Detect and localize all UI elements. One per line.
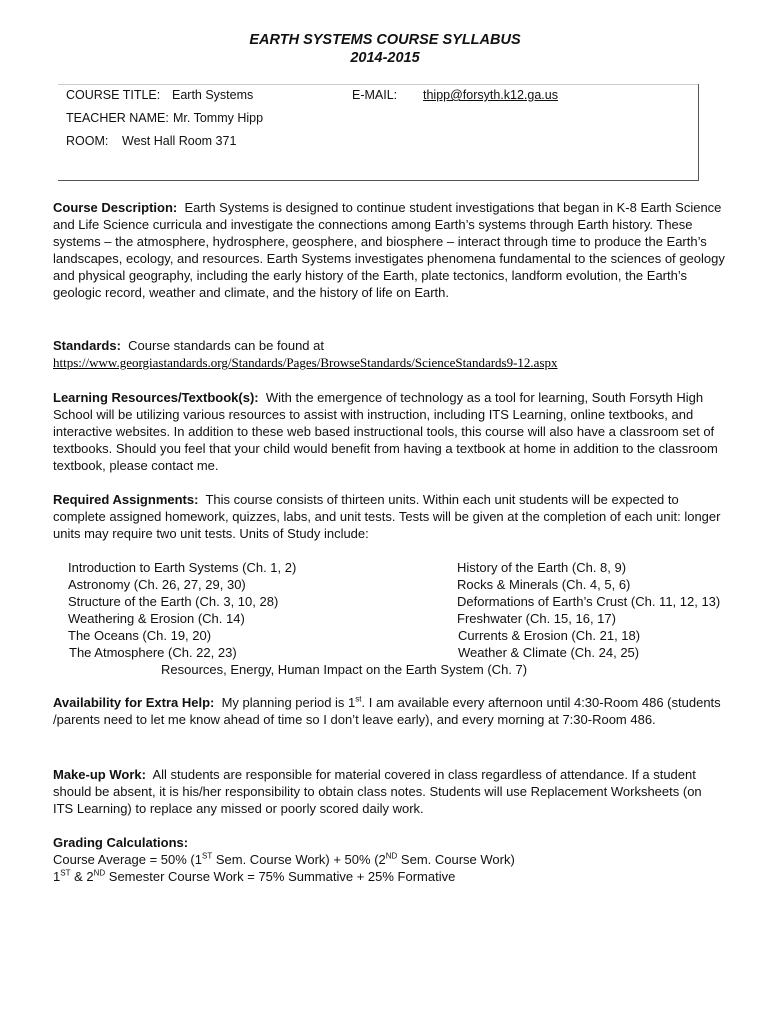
grading-text: Course Average = 50% (1: [53, 852, 202, 868]
resources-heading: Learning Resources/Textbook(s):: [53, 390, 259, 405]
makeup-heading: Make-up Work:: [53, 767, 146, 782]
unit-item: Introduction to Earth Systems (Ch. 1, 2): [68, 560, 297, 575]
grading-sup: ST: [202, 851, 213, 861]
course-description-heading: Course Description:: [53, 200, 178, 215]
unit-item: History of the Earth (Ch. 8, 9): [457, 560, 627, 575]
assignments-section: [53, 491, 725, 542]
room-label: ROOM:: [66, 134, 109, 148]
grading-text: 1: [53, 869, 61, 885]
grading-text: Sem. Course Work): [397, 852, 515, 868]
standards-heading: Standards:: [53, 338, 121, 353]
grading-text: & 2: [70, 869, 94, 885]
makeup-text: All students are responsible for material covered in class regardless of attendance. If a student should be absent, it is his/her responsibility to obtain class notes. Students will use Replacement Worksheets (on ITS Learning) to replace any missed or poorly scored daily work.: [53, 767, 702, 817]
grading-section: [53, 834, 725, 885]
unit-item: Freshwater (Ch. 15, 16, 17): [457, 611, 616, 626]
unit-item: Currents & Erosion (Ch. 21, 18): [458, 628, 641, 643]
unit-item: Structure of the Earth (Ch. 3, 10, 28): [68, 594, 279, 609]
course-title-value: Earth Systems: [172, 88, 254, 102]
course-description: [53, 199, 725, 302]
document-title: EARTH SYSTEMS COURSE SYLLABUS: [249, 32, 521, 48]
unit-item: Rocks & Minerals (Ch. 4, 5, 6): [457, 577, 631, 592]
assignments-heading: Required Assignments:: [53, 492, 199, 507]
extra-help-text-cont: . I am available every afternoon until 4:30-Room 486 (students /parents need to let me know ahead of time so I don’t leave early), and every morning at 7:30-Room 486.: [53, 695, 721, 728]
grading-sup: ND: [93, 868, 106, 878]
document-year: 2014-2015: [350, 50, 420, 66]
standards-link[interactable]: https://www.georgiastandards.org/Standards/Pages/BrowseStandards/ScienceStandards9-12.aspx: [53, 355, 558, 371]
course-title-label: COURSE TITLE:: [66, 88, 161, 102]
unit-item: Deformations of Earth’s Crust (Ch. 11, 12, 13): [457, 594, 721, 609]
grading-line1: [53, 852, 515, 867]
grading-heading: Grading Calculations:: [53, 835, 189, 850]
makeup-section: [53, 766, 725, 817]
email-label: E-MAIL:: [352, 88, 398, 102]
course-description-text: Earth Systems is designed to continue student investigations that began in K-8 Earth Science and Life Science curricula and investigate the connections among Earth’s systems through Earth history. These systems – the atmosphere, hydrosphere, geosphere, and biosphere – interact through time to produce the Earth’s landscapes, ecology, and resources. Earth Systems investigates phenomena fundamental to the sciences of geology and physical geography, including the early history of the Earth, plate tectonics, landform evolution, the Earth’s geologic record, weather and climate, and the history of life on Earth.: [53, 200, 725, 301]
standards-text: Course standards can be found at: [128, 338, 324, 353]
room-value: West Hall Room 371: [122, 134, 237, 148]
grading-line2: [53, 869, 455, 884]
unit-item: Weather & Climate (Ch. 24, 25): [458, 645, 640, 660]
grading-text: Sem. Course Work) + 50% (2: [212, 852, 386, 868]
extra-help-text: My planning period is 1: [221, 695, 356, 710]
info-box-top-rule: [58, 84, 698, 85]
extra-help-sup: st: [355, 694, 362, 704]
grading-sup: ST: [60, 868, 71, 878]
unit-item: Resources, Energy, Human Impact on the Earth System (Ch. 7): [161, 662, 528, 677]
standards-section: [53, 337, 725, 371]
grading-sup: ND: [385, 851, 398, 861]
resources-section: [53, 389, 725, 474]
teacher-label: TEACHER NAME:: [66, 111, 169, 125]
grading-text: Semester Course Work = 75% Summative + 25% Formative: [105, 869, 456, 885]
extra-help-section: [53, 694, 725, 728]
unit-item: Astronomy (Ch. 26, 27, 29, 30): [68, 577, 246, 592]
unit-item: The Atmosphere (Ch. 22, 23): [69, 645, 237, 660]
assignments-text: This course consists of thirteen units. Within each unit students will be expected to complete assigned homework, quizzes, labs, and unit tests. Tests will be given at the completion of each unit: longer units may require two unit tests. Units of Study include:: [53, 492, 721, 542]
unit-item: Weathering & Erosion (Ch. 14): [68, 611, 245, 626]
teacher-value: Mr. Tommy Hipp: [173, 111, 264, 125]
email-link[interactable]: thipp@forsyth.k12.ga.us: [423, 88, 558, 102]
unit-item: The Oceans (Ch. 19, 20): [68, 628, 212, 643]
resources-text: With the emergence of technology as a tool for learning, South Forsyth High School will be utilizing various resources to assist with instruction, including ITS Learning, online textbooks, and interactive websites. In addition to these web based instructional tools, this course will also have a classroom set of textbooks. Should you feel that your child would benefit from having a textbook at home in addition to the classroom textbook, please contact me.: [53, 390, 718, 474]
extra-help-heading: Availability for Extra Help:: [53, 695, 215, 710]
